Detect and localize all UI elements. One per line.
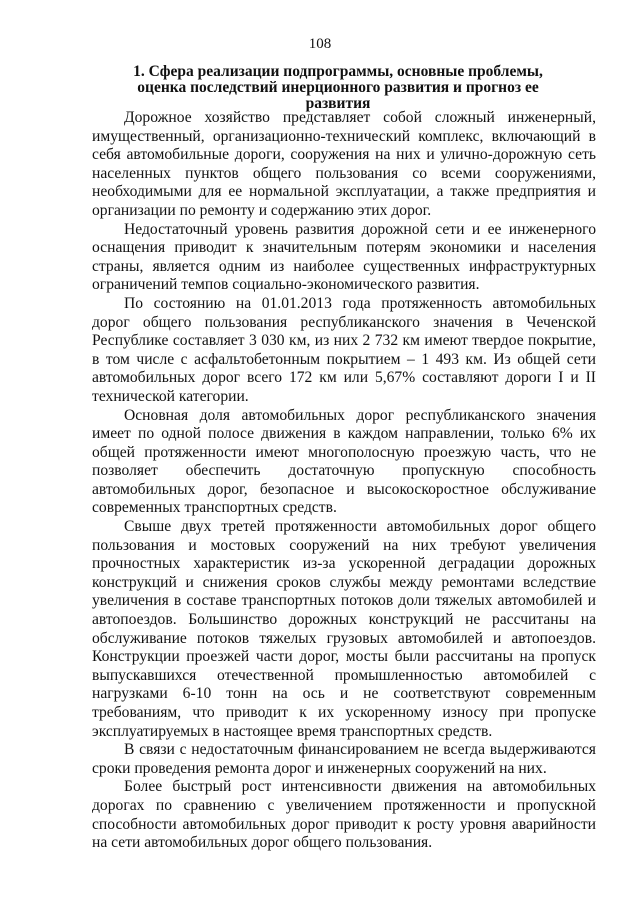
- paragraph-road-economy: Дорожное хозяйство представляет собой сложный инженерный, имущественный, организационно-технический комплекс, включающий в себя автомобильные дороги, сооружения на них и улично-дорожную сеть населенных пунктов общего пользования со всеми сооружениями, необходимыми для ее нормальной эксплуатации, а также предприятия и организации по ремонту и содержанию этих дорог.: [92, 109, 596, 219]
- page-number: 108: [308, 36, 332, 52]
- paragraph-funding: В связи с недостаточным финансированием не всегда выдерживаются сроки проведения ремонта дорог и инженерных сооружений на них.: [92, 741, 596, 777]
- document-body: [92, 109, 596, 853]
- paragraph-lanes-capacity: Основная доля автомобильных дорог республиканского значения имеет по одной полосе движения в каждом направлении, только 6% их общей протяженности имеют многополосную проезжую часть, что не позволяет обеспечить достаточную пропускную способность автомобильных дорог, безопасное и высокоскоростное обслуживание современных транспортных средств.: [92, 406, 596, 517]
- section-title: 1. Сфера реализации подпрограммы, основные проблемы, оценка последствий инерционного развития и прогноз ее развития: [133, 63, 543, 112]
- paragraph-network-development: Недостаточный уровень развития дорожной сети и ее инженерного оснащения приводит к значительным потерям экономики и населения страны, является одним из наиболее существенных инфраструктурных ограничений темпов социально-экономического развития.: [92, 220, 596, 294]
- paragraph-road-length: По состоянию на 01.01.2013 года протяженность автомобильных дорог общего пользования республиканского значения в Чеченской Республике составляет 3 030 км, из них 2 732 км имеют твердое покрытие, в том числе с асфальтобетонным покрытием – 1 493 км. Из общей сети автомобильных дорог всего 172 км или 5,67% составляют дороги I и II технической категории.: [92, 294, 596, 405]
- paragraph-road-strength: Свыше двух третей протяженности автомобильных дорог общего пользования и мостовых сооружений на них требуют увеличения прочностных характеристик из-за ускоренной деградации дорожных конструкций и снижения сроков службы между ремонтами вследствие увеличения в составе транспортных потоков доли тяжелых автомобилей и автопоездов. Большинство дорожных конструкций не рассчитаны на обслуживание потоков тяжелых грузовых автомобилей и автопоездов. Конструкции проезжей части дорог, мосты были рассчитаны на пропуск выпускавшихся отечественной промышленностью автомобилей с нагрузками 6-10 тонн на ось и не соответствуют современным требованиям, что приводит к их ускоренному износу при пропуске эксплуатируемых в настоящее время транспортных средств.: [92, 518, 596, 740]
- paragraph-accident-rate: Более быстрый рост интенсивности движения на автомобильных дорогах по сравнению с увеличением протяженности и пропускной способности автомобильных дорог приводит к росту уровня аварийности на сети автомобильных дорог общего пользования.: [92, 778, 596, 852]
